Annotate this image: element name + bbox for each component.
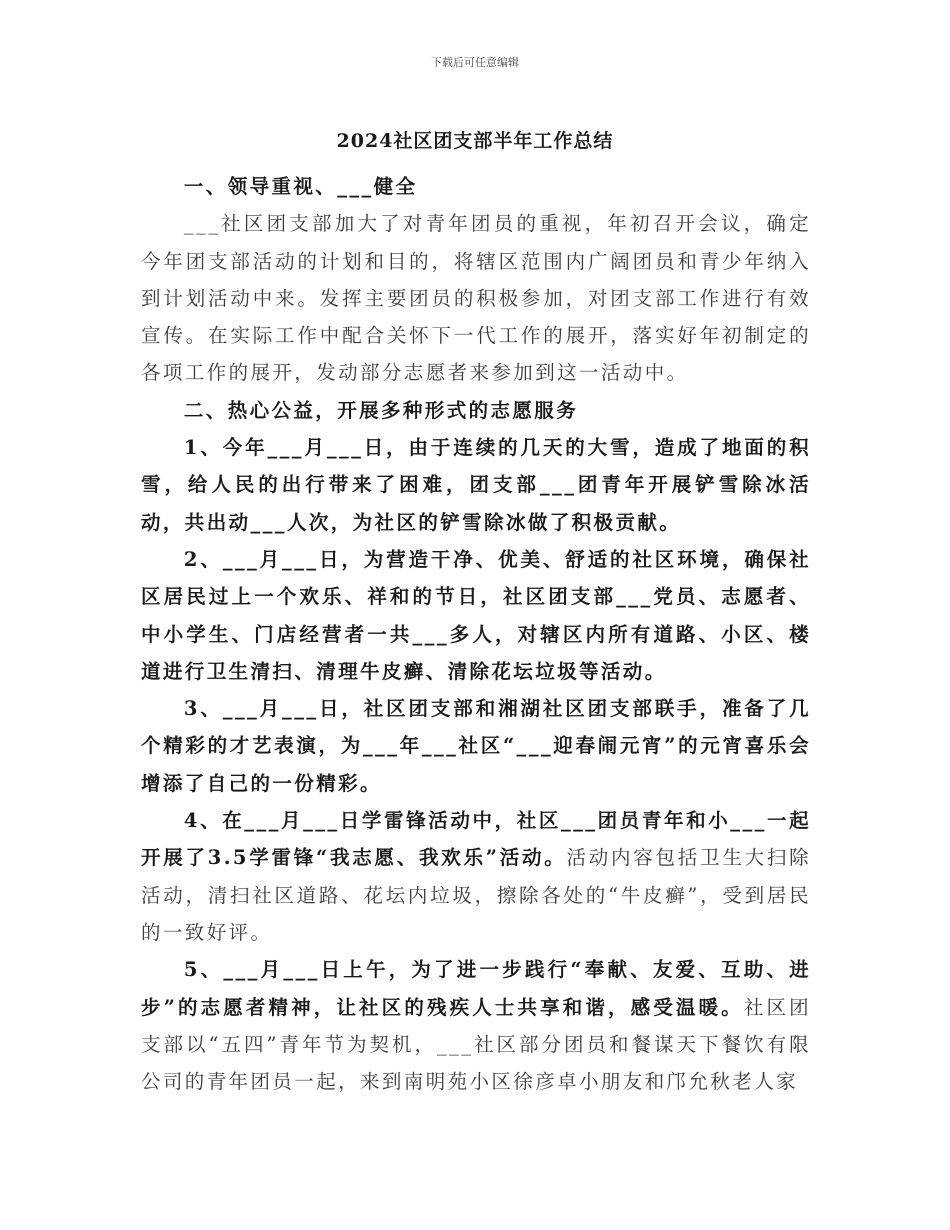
header-note: 下载后可任意编辑 <box>431 56 519 69</box>
list-item-4-text: 活动内容包括卫生大扫除活动，清扫社区道路、花坛内垃圾，擦除各处的“牛皮癣”，受到居民的一致好评。 <box>141 846 811 944</box>
list-item-5-text: 社区团支部以“五四”青年节为契机，___社区部分团员和餐谋天下餐饮有限公司的青年团员一起，来到南明苑小区徐彦卓小朋友和邝允秋老人家 <box>141 995 811 1094</box>
section-heading-2: 二、热心公益，开展多种形式的志愿服务 <box>183 398 579 422</box>
list-item-3: 3、___月___日，社区团支部和湘湖社区团支部联手，准备了几个精彩的才艺表演，为___年___社区“___迎春闹元宵”的元宵喜乐会增添了自己的一份精彩。 <box>141 697 811 795</box>
list-item-2: 2、___月___日，为营造干净、优美、舒适的社区环境，确保社区居民过上一个欢乐、祥和的节日，社区团支部___党员、志愿者、中小学生、门店经营者一共___多人，对辖区内所有道路、小区、楼道进行卫生清扫、清理牛皮癣、清除花坛垃圾等活动。 <box>141 547 811 683</box>
list-item-1: 1、今年___月___日，由于连续的几天的大雪，造成了地面的积雪，给人民的出行带来了困难，团支部___团青年开展铲雪除冰活动，共出动___人次，为社区的铲雪除冰做了积极贡献。 <box>141 436 811 534</box>
section-heading-1: 一、领导重视、___健全 <box>183 175 418 198</box>
document-body <box>141 168 811 1100</box>
list-item-5 <box>141 951 811 1100</box>
document-title: 2024社区团支部半年工作总结 <box>336 130 614 152</box>
list-item-4-lead: 4、在___月___日学雷锋活动中，社区___团员青年和小___一起开展了3.5学雷锋“我志愿、我欢乐”活动。 <box>141 809 811 870</box>
section-paragraph-1: ___社区团支部加大了对青年团员的重视，年初召开会议，确定今年团支部活动的计划和目的，将辖区范围内广阔团员和青少年纳入到计划活动中来。发挥主要团员的积极参加，对团支部工作进行有效宣传。在实际工作中配合关怀下一代工作的展开，落实好年初制定的各项工作的展开，发动部分志愿者来参加到这一活动中。 <box>141 212 811 385</box>
list-item-5-lead: 5、___月___日上午，为了进一步践行“奉献、友爱、互助、进步”的志愿者精神，让社区的残疾人士共享和谐，感受温暖。 <box>141 958 811 1019</box>
list-item-4 <box>141 802 811 951</box>
